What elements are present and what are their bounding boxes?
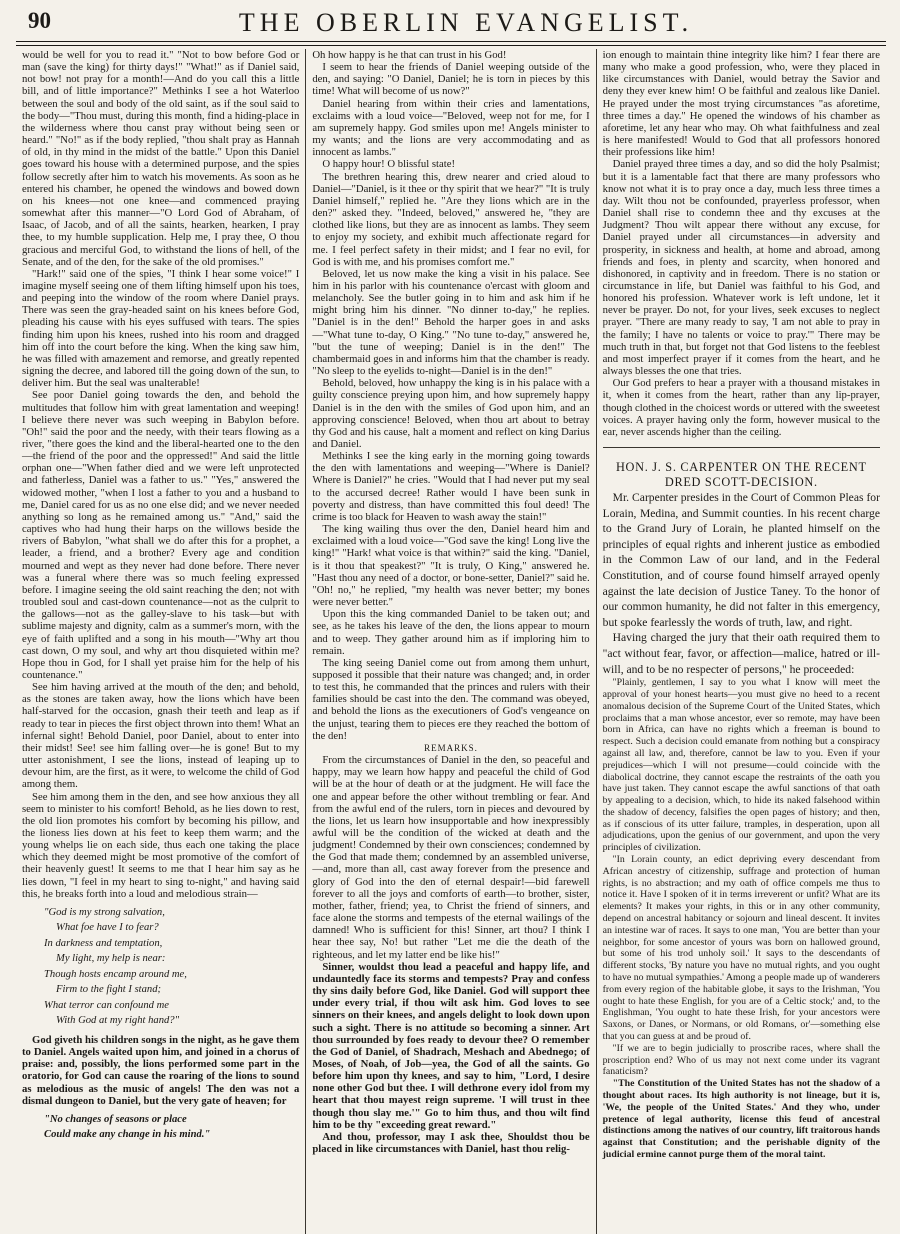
paragraph: Behold, beloved, how unhappy the king is in his palace with a guilty conscience preying upon him, and how supremely happy Daniel is in the den with the smiles of God upon him, and an approving conscience! Beloved, when thou art about to betray thy God and his cause, halt a moment and reflect on king Darius and Daniel. xyxy=(312,377,590,450)
quoted-paragraph: "In Lorain county, an edict depriving every descendant from African ancestry of citizenship, suffrage and protection of human rights, is no abstraction; and my oath of office compels me thus to notice it. Have I spoken of it in terms irreverent or unfit? What are its elements? It makes your rights, in this or in any other community, depend on ancestral habitancy or sojourn and lineal descent. It invites an intestine war of races. It says to one man, 'You are better than your neighbor, for some ancestor of yours was born on hallowed ground, but some of his trod unholy soil.' It says to the descendants of different stocks, 'By nature you have no mutual rights, and you ought to have no mutual sympathies.' Among a people made up of wanderers from every region of the habitable globe, it says to the Irishman, 'You ought to hate these English, for you are of a Celtic stock;' and, to the Englishman, 'You ought to hate these Irish, for your ancestors were Saxons, or Danes, or Normans, or old Romans, or'—something else that you can guess at and be proud of. xyxy=(602,854,880,1043)
column-3 xyxy=(596,49,886,1234)
column-1 xyxy=(16,49,305,1234)
paragraph: Beloved, let us now make the king a visit in his palace. See him in his parlor with his countenance o'ercast with gloom and melancholy. See the butler going in to him and ask him if he might bring him his dinner. "No dinner to-day," he replies. "Daniel is in the den!" Behold the harper goes in and asks—"What tune to-day, O King." "No tune to-day," answered he, "but the tune of weeping; Daniel is in the den!" The chambermaid goes in and informs him that the chamber is ready. "No sleep to the eyelids to-night—Daniel is in the den!" xyxy=(312,267,590,378)
paragraph: See him among them in the den, and see how anxious they all seem to minister to his comfort! Behold, as he lies down to rest, the old lion promotes his comfort by becoming his pillow, and the lioness lies down at his feet to keep them warm; and the young whelps lie on each side, thus each one taking the place which they deemed might be most promotive of the comfort of their heavenly guest! It seems to me that I hear him say as he lies down, "I feel in my heart to sing to-night," and having said this, he breaks forth into a loud and melodious strain— xyxy=(22,790,300,900)
poem-line: What terror can confound me xyxy=(44,999,169,1011)
paragraph: Oh how happy is he that can trust in his God! xyxy=(312,49,507,61)
poem-line: What foe have I to fear? xyxy=(56,922,159,934)
quoted-paragraph: "The Constitution of the United States has not the shadow of a thought about races. Its high authority is not lineage, but it is, 'We, the people of the United States.' And they who, under pretence of legal authority, license this feud of ancestral distinctions among the natives of our country, lift traitorous hands against that Constitution; and the perishable dignity of the judicial ermine cannot purge them of the moral taint. xyxy=(602,1078,880,1160)
poem-line: Though hosts encamp around me, xyxy=(44,968,187,980)
paragraph: The king seeing Daniel come out from among them unhurt, supposed it possible that their nature was changed; and, in order to test this, he commanded that the princes and rulers with their families should be cast into the den. The command was obeyed, and behold the lions as the executioners of God's vengeance on the unjust, tearing them to pieces ere they reached the bottom of the den! xyxy=(312,656,590,742)
quoted-paragraph: "Plainly, gentlemen, I say to you what I know will meet the approval of your honest hearts—you must give no heed to a recent anomalous decision of the Supreme Court of the United States, which proclaims that a man whose ancestor, ever so remote, may have been born in Africa, can have no rights which a freeman is bound to respect. Such a decision could emanate from nothing but a conspiracy against all law, and, therefore, cannot be law to you. Even if your prejudices—which I will not presume—could coincide with the diabolical doctrine, they cannot escape the restraints of the oath you have just taken. They cannot escape the awful sanctions of that oath by appealing to a decision, which, to hide its naked falsehood within the shadow of decency, falsifies the open pages of history; and then, as if conscious of its utter failure, tramples, in desperation, upon all adjudications, upon the genius of our government, and upon the very principles of civilization. xyxy=(602,677,880,854)
paragraph: Sinner, wouldst thou lead a peaceful and happy life, and undauntedly face its storms and tempests? Pray and confess thy sins daily before God, like Daniel. God will support thee under every trial, if thou wilt ask him. God loves to see sinners on their knees, and angels delight to look down upon such a sight. There is no attitude so becoming a sinner. Art thou surrounded by foes ready to devour thee? O remember the God of Daniel, of Shadrach, Meshach and Abednego; of Moses, of Noah, of Job—yea, the God of all the saints. Go before him upon thy knees, and say to him, "Lord, I desire none other God but thee. I will dethrone every idol from my heart that thou mayest reign supreme. 'I will trust in thee though thou slay me.'" Go to him thus, and thou wilt find him to be thy "exceeding great reward." xyxy=(312,960,590,1131)
paragraph: would be well for you to read it." "Not to bow before God or man (save the king) for thirty days!" "What!" as if Daniel said, not bow! not pray for a month!—And do you call this a little bill, and of little importance?" Methinks I see a hot Waterloo between the soul and body of the old saint, as if the soul said to the body—"Thou must, during this month, find a hiding-place in the wilderness where thou canst pray without being seen or heard." "No!" as if the body replied, "thou shalt pray as Hannah of old, in thy mind in the midst of the battle." Upon this Daniel goes toward his house with a determined purpose, and the spies follow secretly after him to watch his movements. As soon as he entered his chamber, he opened the windows and bowed down on his knees—not one knee—and commenced praying somewhat after this manner—"O Lord God of Abraham, of Isaac, of Jacob, and of all the saints, hearken, hearken, I pray thee, to my humble supplication. Help me, I pray thee, O thou gracious and merciful God, to withstand the lions of hell, of the Senate, and of the den, for the sake of the old promises." xyxy=(22,49,300,268)
hymn-verse xyxy=(44,905,299,1029)
masthead xyxy=(16,6,886,40)
article-headline: HON. J. S. CARPENTER ON THE RECENT DRED SCOTT-DECISION. xyxy=(615,460,867,489)
paragraph: The brethren hearing this, drew nearer and cried aloud to Daniel—"Daniel, is it thee or thy spirit that we hear?" "It is truly Daniel himself," replied he. "Are they lions which are in the den?" asked they. "Indeed, beloved," answered he, "they are clothed like lions, but they are as innocent as lambs. They seem to enjoy my society, and exhibit much affectionate regard for me. I feel perfect safety in their midst; and I fear no evil, for God is with me, and his promises comfort me." xyxy=(312,170,590,268)
paragraph: Our God prefers to hear a prayer with a thousand mistakes in it, when it comes from the heart, rather than any lip-prayer, though clothed in the choicest words or uttered with the sweetest voices. A prayer having only the form, however musical to the ear, never ascends higher than the ceiling. xyxy=(602,377,880,438)
article-paragraph: Mr. Carpenter presides in the Court of Common Pleas for Lorain, Medina, and Summit counties. In his recent charge to the Grand Jury of Lorain, he planted himself on the principles of equal rights and inherent justice as embodied in the Common Law of our land, and in the Federal Constitution, and of course found himself arrayed openly against the late decision of Justice Taney. To the honor of our common humanity, he did not falter in this emergency, but spoke fearlessly the words of truth, law, and right. xyxy=(602,491,880,629)
poem-line: Firm to the fight I stand; xyxy=(56,984,162,996)
paragraph: Daniel hearing from within their cries and lamentations, exclaims with a loud voice—"Beloved, weep not for me, for I am supremely happy. God smiles upon me! Angels minister to my wants; and the lions are very accommodating and as innocent as lambs." xyxy=(312,97,590,159)
paragraph: O happy hour! O blissful state! xyxy=(322,158,456,171)
quoted-paragraph: "If we are to begin judicially to proscribe races, where shall the proscription end? Who of us may not next come under its vagrant fanaticism? xyxy=(602,1042,880,1078)
paragraph: From the circumstances of Daniel in the den, so peaceful and happy, may we learn how happy and peaceful the child of God will be at the hour of death or at the judgment. He will face the one and appear before the other without trembling or fear. And from the awful end of the rulers, torn in pieces and devoured by the lions, let us learn how insupportable and how inexpressibly awful will be the condition of the wicked at death and the judgment! Condemned by their own consciences; condemned by the God that made them; condemned by an assembled universe,—and, more than all, cast away forever from the presence and glory of God into the den of eternal despair!—bid farewell forever to all the joys and comforts of earth—to brother, sister, mother, father, friend; yea, to Christ the friend of sinners, and face alone the storms and tempests of the eternal wailings of the damned! Who is sufficient for this! Sinner, art thou? I think I hear thee say, No! but rather "Let me die the death of the righteous, and let my latter end be like his!" xyxy=(312,754,590,961)
section-divider xyxy=(603,447,880,448)
poem-line: Could make any change in his mind." xyxy=(44,1129,211,1141)
paragraph: God giveth his children songs in the night, as he gave them to Daniel. Angels waited upon him, and joined in a chorus of praise: and, possibly, the lions performed some part in the oratorio, for God can cause the roaring of the lions to sound as melodious as the music of angels! The den was not a dismal dungeon to Daniel, but the very gate of heaven; for xyxy=(22,1033,300,1107)
paragraph: And thou, professor, may I ask thee, Shouldst thou be placed in like circumstances with Daniel, hast thou relig- xyxy=(312,1130,590,1156)
article-paragraph: Having charged the jury that their oath required them to "act without fear, favor, or affection—malice, hatred or ill-will, and to be no respecter of persons," he proceeded: xyxy=(602,631,880,676)
page-number: 90 xyxy=(28,8,51,33)
paragraph: The king wailing thus over the den, Daniel heard him and exclaimed with a loud voice—"God save the king! Long live the king!" "Hark! what voice is that within?" said the king. "Daniel, is it thou that speakest?" "It is truly, O King," answered he. "Hast thou any need of a doctor, or bone-setter, Daniel?" said he. "Oh! no," he replied, "my health was never better; my bones were never better." xyxy=(312,523,590,609)
running-title: THE OBERLIN EVANGELIST. xyxy=(238,8,694,37)
poem-line: With God at my right hand?" xyxy=(56,1015,180,1027)
paragraph: "Hark!" said one of the spies, "I think I hear some voice!" I imagine myself seeing one of them lifting himself upon his toes, and peeping into the window of the room where Daniel prays. There was seen the gray-headed saint on his knees before God, pleading his cause with his eyes suffused with tears. The spies finding him upon his knees, rushed into his room and dragged him off into the court before the king. When the king saw him, he was filled with amazement and remorse, and greatly repented signing the decree, and labored till the going down of the sun, to deliver him. But the seal was unalterable! xyxy=(22,267,300,390)
paragraph: ion enough to maintain thine integrity like him? I fear there are many who make a good profession, who, were they placed in like circumstances with Daniel, would betray the Savior and deny they ever knew him! O be faithful and zealous like Daniel. He prayed under the most trying circumstances "as aforetime, three times a day." He opened the windows of his chamber as aforetime, let any hear who may. Oh what faithfulness and zeal is here manifested! Would to God that all professors honored their professions like him! xyxy=(602,49,880,159)
paragraph: See poor Daniel going towards the den, and behold the multitudes that follow him with great lamentation and weeping! I believe there never was such weeping in Babylon before. "Oh!" said the poor and the needy, with their tears flowing as a river, "there goes the kind and the liberal-hearted one to the den—the friend of the poor and the oppressed!" And said the little orphan one—"When father died and we were left unprotected and fatherless, Daniel was a father to us." "Yes," answered the widowed mother, "when I lost a father to you and a husband to me, Daniel cared for us as no one else did; and we never needed anything so long as he remained among us." "And," said the captives who had hung their harps on the willows beside the rivers of Babylon, "what shall we do after this for a prophet, a leader, a friend, and a brother? Every age and condition mourned and wept as they never had done before. There never was a funeral where there was so much feeling expressed before. I imagine seeing the old saint reaching the den; not with troubled soul and cast-down countenance—not as the culprit to the gallows—not as the galley-slave to his task—but with sublime majesty and dignity, calm as a summer's morn, with the eye of faith uplifted and a song in his mouth—"Why art thou cast down, O my soul, and why art thou disquieted within me? Hope thou in God, for I shall yet praise him for the help of his countenance." xyxy=(22,389,300,681)
poem-line: My light, my help is near: xyxy=(56,953,166,965)
paragraph: Upon this the king commanded Daniel to be taken out; and see, as he takes his leave of the den, the lions appear to mourn and to weep. They gather around him as if imploring him to remain. xyxy=(312,608,590,657)
columns xyxy=(16,49,886,1234)
column-2 xyxy=(305,49,595,1234)
remarks-subhead: REMARKS. xyxy=(424,742,478,753)
paragraph: See him having arrived at the mouth of the den; and behold, as the stones are taken away, how the lions which have been half-starved for the occasion, gnash their teeth and leap as if ready to tear in pieces the first object thrown into them! What an infernal sight! Behold Daniel, poor Daniel, about to enter into their midst! See! see him falling over—he is gone! But to my utter astonishment, I see the lions, instead of leaping up to devour him, are the first, as it were, to welcome the child of God among them. xyxy=(22,681,300,791)
paragraph: Daniel prayed three times a day, and so did the holy Psalmist; but it is a lamentable fact that there are many professors who know not what it is to pray once a day, much less three times a day. Wilt thou not be confounded, prayerless professor, when Daniel shall rise to condemn thee and thy excuses at the Judgment? Thou wilt appear there without any excuse, for Daniel prayed under all circumstances—in adversity and prosperity, in sickness and health, at home and abroad, among friends and foes, in plenty and scarcity, when honored and dishonored, in captivity and in freedom. There is no station or circumstance in life, but Daniel was faithful to his God, and honored his profession. Whatever work is left undone, let it never be prayer. Do not, for your lives, seek excuses to neglect prayer. "There are many ready to say, 'I am not able to pray in the family; I have no talents or voice to pray.'" There may be much truth in that, but forget not that God listens to the feeblest and most imperfect prayer if it comes from the heart, and he always blesses the one that tries. xyxy=(602,158,880,378)
closing-verse xyxy=(44,1112,299,1143)
poem-line: "God is my strong salvation, xyxy=(44,906,165,918)
paragraph: Methinks I see the king early in the morning going towards the den with lamentations and weeping—"Where is Daniel? Where is Daniel?" he cries. "Would that I had never put my seal to the accursed decree! Rather would I have been sunk in poverty and distress, than have committed this foul deed! The crime is too black for Heaven to wash away the stain!" xyxy=(312,450,590,523)
poem-line: In darkness and temptation, xyxy=(44,937,163,949)
masthead-rule xyxy=(16,41,886,46)
poem-line: "No changes of seasons or place xyxy=(44,1113,187,1125)
paragraph: I seem to hear the friends of Daniel weeping outside of the den, and saying: "O Daniel, Daniel; he is torn in pieces by this time! What will become of us now?" xyxy=(312,61,590,98)
